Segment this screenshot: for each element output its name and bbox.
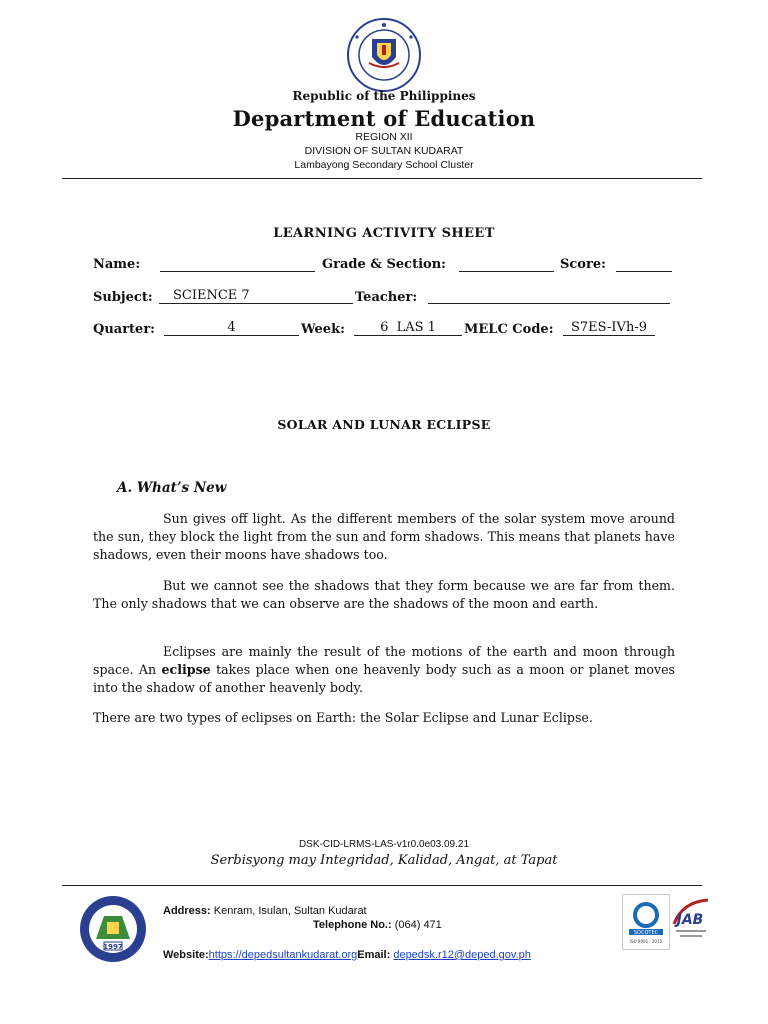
address-line [163,905,367,917]
melc-code-field[interactable] [563,320,655,336]
sheet-title: LEARNING ACTIVITY SHEET [273,226,495,241]
subject-value: SCIENCE 7 [173,288,250,303]
document-code: DSK-CID-LRMS-LAS-v1r0.0e03.09.21 [298,839,470,850]
republic-heading: Republic of the Philippines [292,89,476,103]
subheading: A. What’s New [117,480,227,496]
email-link[interactable]: depedsk.r12@deped.gov.ph [393,949,531,961]
week-field[interactable] [354,320,462,336]
header-divider [62,178,702,179]
melc-code-value: S7ES-IVh-9 [570,320,647,335]
grade-section-label: Grade & Section: [322,257,446,272]
section-title: SOLAR AND LUNAR ECLIPSE [277,417,491,432]
telephone-line [313,919,442,931]
quarter-label: Quarter: [93,322,155,337]
paragraph-3 [93,643,675,696]
quarter-field[interactable] [164,320,299,336]
week-label: Week: [301,322,345,337]
subject-field[interactable] [159,288,353,304]
email-label: Email: [357,949,391,961]
teacher-label: Teacher: [355,290,418,305]
paragraph-3-end: takes place when one heavenly body such as a moon or planet moves into the shadow of another heavenly body. [93,661,675,695]
score-field[interactable] [616,256,672,272]
eclipse-term: eclipse [161,661,211,677]
name-field[interactable] [160,256,315,272]
grade-section-field[interactable] [459,256,554,272]
cluster-text: Lambayong Secondary School Cluster [294,159,474,171]
deped-seal-logo [339,17,429,93]
score-label: Score: [560,257,606,272]
website-link[interactable]: https://depedsultankudarat.org [208,949,358,961]
website-email-line [163,949,531,961]
socotec-logo [622,894,670,950]
address-value: Kenram, Isulan, Sultan Kudarat [213,905,367,917]
region-text: REGION XII [355,131,413,143]
address-label: Address: [163,905,211,917]
jab-logo [670,894,712,948]
melc-code-label: MELC Code: [464,322,554,337]
subject-label: Subject: [93,290,153,305]
telephone-value: (064) 471 [394,919,442,931]
week-value: 6 LAS 1 [380,320,436,335]
iso-label: ISO 9001 : 2015 [629,939,663,944]
jab-label: JAB [676,912,704,928]
website-label: Website: [163,949,209,961]
motto: Serbisyong may Integridad, Kalidad, Angat, at Tapat [210,853,558,868]
paragraph-2: But we cannot see the shadows that they form because we are far from them. The only shadows that we can observe are the shadows of the moon and earth. [93,578,675,611]
paragraph-3-start: Eclipses are mainly the result of the motions of the earth and moon through space. An [93,644,675,677]
paragraph-4: There are two types of eclipses on Earth: the Solar Eclipse and Lunar Eclipse. [93,710,593,725]
division-logo-year: 1997 [103,943,123,951]
quarter-value: 4 [227,320,236,335]
socotec-label: SOCOTEC [633,930,659,936]
paragraph-1: Sun gives off light. As the different members of the solar system move around the sun, they block the light from the sun and form shadows. This means that planets have shadows, even their moons have shadows too. [93,511,675,562]
teacher-field[interactable] [428,288,670,304]
division-text: DIVISION OF SULTAN KUDARAT [304,145,464,157]
department-heading: Department of Education [232,106,536,131]
name-label: Name: [93,257,141,272]
division-seal-logo [74,894,152,964]
telephone-label: Telephone No.: [313,919,392,931]
footer-divider [62,885,702,886]
